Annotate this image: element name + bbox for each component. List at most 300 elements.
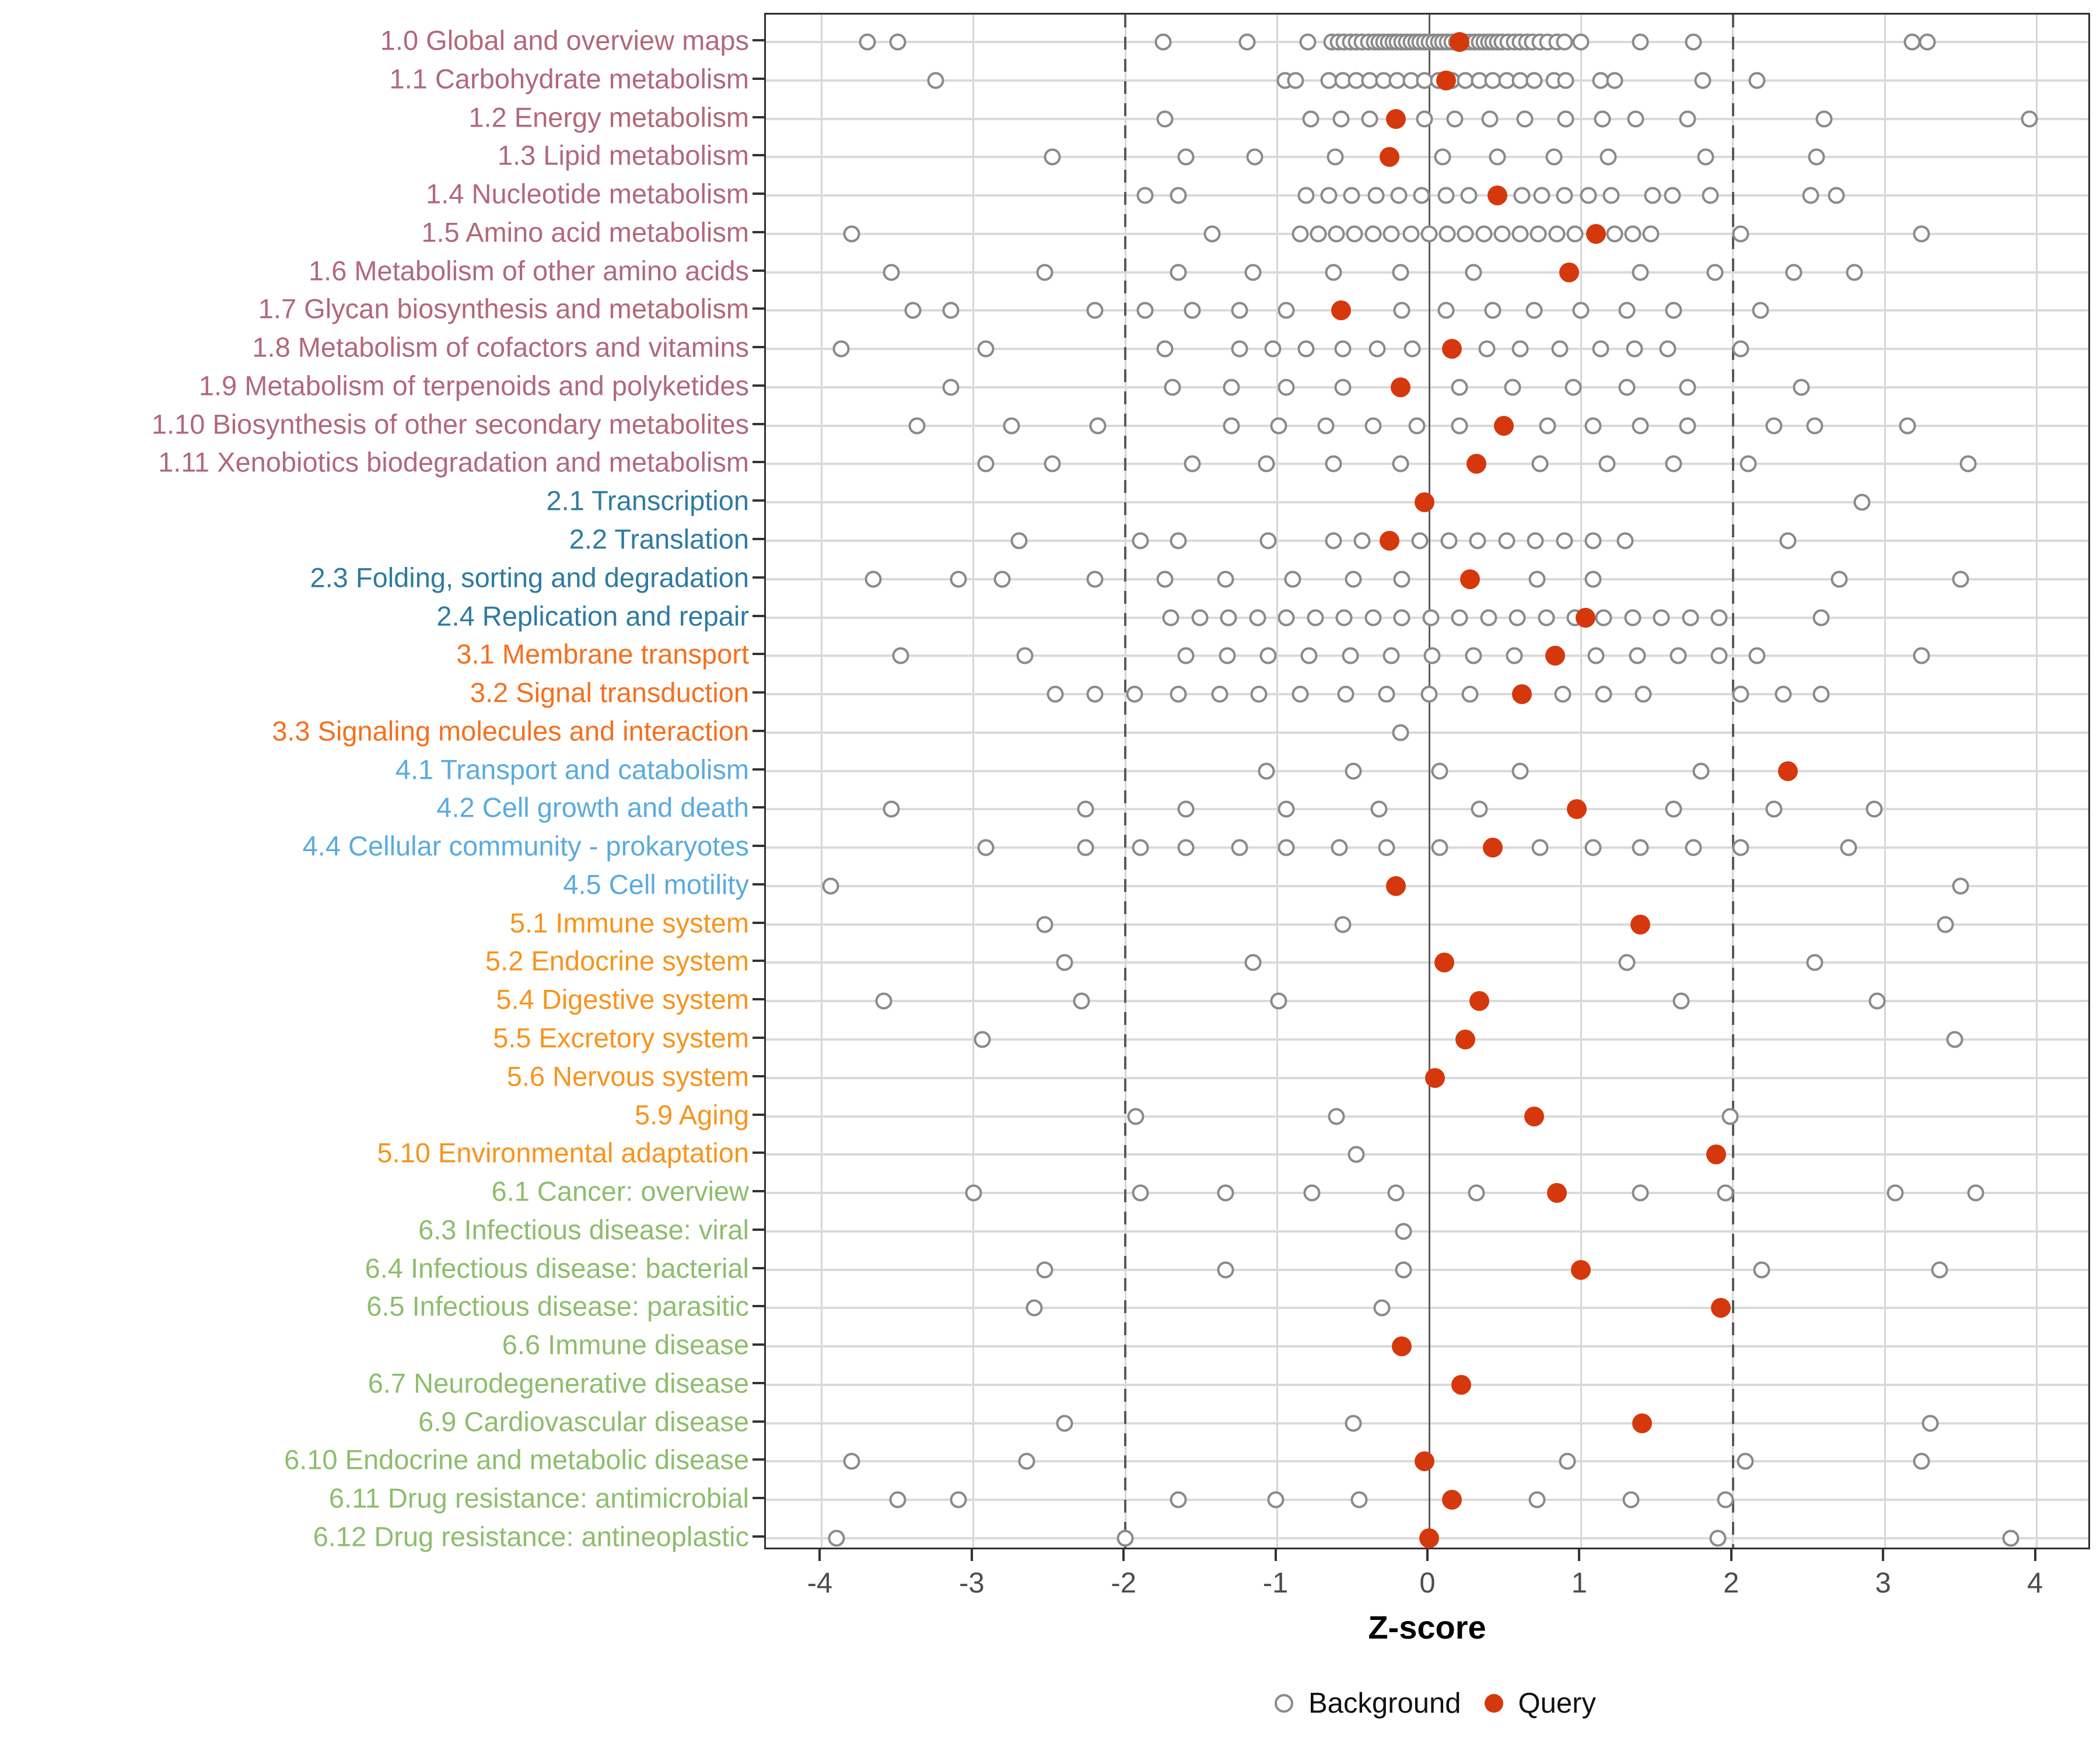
background-point	[833, 341, 850, 358]
background-point	[1328, 1108, 1345, 1125]
background-point	[1223, 379, 1240, 396]
background-point	[1482, 110, 1499, 127]
background-point	[1328, 225, 1345, 242]
y-axis-tick	[752, 998, 764, 1000]
background-point	[1217, 1185, 1234, 1202]
grid-line-x	[972, 15, 974, 1548]
query-point-icon	[1485, 1694, 1503, 1713]
y-axis-tick	[752, 653, 764, 655]
background-point	[1468, 1185, 1485, 1202]
background-point	[977, 341, 994, 358]
row-label: 2.2 Translation	[569, 523, 749, 555]
background-point	[1595, 609, 1612, 626]
x-axis-tick	[2034, 1549, 2036, 1561]
background-point	[1211, 686, 1228, 703]
background-point	[1394, 609, 1410, 626]
row-label: 6.4 Infectious disease: bacterial	[365, 1252, 749, 1284]
background-point	[1606, 225, 1623, 242]
background-point	[1512, 225, 1529, 242]
row-label: 6.12 Drug resistance: antineoplastic	[313, 1521, 749, 1552]
background-point	[1156, 570, 1173, 587]
background-point	[1737, 1453, 1754, 1470]
background-point	[1766, 801, 1783, 818]
background-point	[1632, 264, 1648, 281]
background-point	[1807, 954, 1824, 971]
background-point	[1270, 993, 1287, 1010]
query-point	[1392, 1336, 1412, 1356]
y-axis-tick	[752, 499, 764, 502]
x-tick-label: 0	[1419, 1567, 1436, 1599]
background-point	[1395, 1261, 1412, 1278]
row-label: 2.1 Transcription	[546, 485, 749, 516]
background-point	[1056, 1415, 1073, 1432]
background-point	[1126, 686, 1143, 703]
grid-line-x	[1884, 15, 1886, 1548]
y-axis-tick	[752, 1037, 764, 1039]
y-axis-tick	[752, 346, 764, 348]
y-axis-tick	[752, 845, 764, 847]
y-axis-tick	[752, 307, 764, 310]
background-point	[1437, 187, 1454, 204]
y-axis-tick	[752, 461, 764, 463]
background-point	[892, 648, 909, 664]
background-point	[1018, 1453, 1035, 1470]
background-point	[828, 1530, 845, 1547]
grid-line-y	[766, 1000, 2088, 1002]
background-point	[1644, 187, 1661, 204]
background-point	[1037, 264, 1054, 281]
background-point	[1345, 1415, 1362, 1432]
background-point	[1278, 839, 1295, 856]
background-point	[1592, 341, 1609, 358]
background-point	[950, 1492, 967, 1508]
background-point	[1191, 609, 1208, 626]
background-point	[1299, 34, 1316, 51]
background-point	[1931, 1261, 1948, 1278]
grid-line-y	[766, 156, 2088, 158]
background-point	[1249, 609, 1266, 626]
background-point	[1532, 839, 1549, 856]
grid-line-y	[766, 885, 2088, 887]
background-point	[1164, 379, 1181, 396]
background-point	[1364, 417, 1381, 434]
grid-line-y	[766, 770, 2088, 772]
background-point	[1679, 110, 1696, 127]
legend	[1275, 1687, 1596, 1720]
background-point	[1203, 225, 1220, 242]
background-point	[1493, 225, 1510, 242]
background-point	[1709, 1530, 1726, 1547]
row-label: 1.7 Glycan biosynthesis and metabolism	[258, 293, 749, 324]
background-point	[1325, 456, 1342, 473]
grid-line-y	[766, 846, 2088, 849]
grid-line-x	[2036, 15, 2038, 1548]
background-point	[1673, 993, 1690, 1010]
row-label: 6.5 Infectious disease: parasitic	[366, 1290, 749, 1322]
query-point	[1706, 1144, 1726, 1164]
y-axis-tick	[752, 730, 764, 732]
row-label: 3.1 Membrane transport	[456, 638, 749, 670]
row-label: 6.1 Cancer: overview	[491, 1175, 749, 1207]
grid-line-y	[766, 1230, 2088, 1233]
background-point	[1432, 762, 1448, 779]
query-point	[1494, 416, 1514, 436]
background-point	[1679, 417, 1696, 434]
y-axis-tick	[752, 1382, 764, 1384]
background-point	[1345, 762, 1362, 779]
background-point	[1077, 801, 1094, 818]
y-axis-tick	[752, 1497, 764, 1499]
background-point	[1632, 839, 1648, 856]
query-point	[1545, 646, 1565, 666]
y-axis-tick	[752, 1228, 764, 1231]
background-point	[1090, 417, 1107, 434]
query-point	[1425, 1068, 1445, 1088]
x-tick-label: -2	[1111, 1567, 1136, 1599]
background-point	[859, 34, 876, 51]
y-axis-tick	[752, 806, 764, 808]
row-label: 1.5 Amino acid metabolism	[421, 216, 749, 248]
row-label: 5.4 Digestive system	[496, 984, 749, 1015]
grid-line-y	[766, 1115, 2088, 1118]
background-point	[1387, 1185, 1404, 1202]
grid-line-x	[821, 15, 822, 1548]
background-point	[1774, 686, 1791, 703]
query-point	[1512, 684, 1532, 704]
background-point	[844, 1453, 860, 1470]
query-point	[1455, 1030, 1475, 1049]
background-point	[1056, 954, 1073, 971]
background-point	[1163, 609, 1180, 626]
background-point	[1600, 149, 1617, 166]
background-point	[927, 72, 944, 89]
legend-item-background	[1275, 1687, 1461, 1720]
background-point	[1679, 379, 1696, 396]
background-point	[1478, 341, 1495, 358]
x-axis-tick	[1882, 1549, 1884, 1561]
background-point	[1343, 187, 1360, 204]
background-point	[1394, 570, 1410, 587]
query-point	[1419, 1528, 1439, 1548]
legend-label-background: Background	[1308, 1688, 1461, 1719]
background-point	[1846, 264, 1863, 281]
background-point	[1451, 417, 1468, 434]
y-axis-tick	[752, 192, 764, 195]
background-point	[1037, 1261, 1054, 1278]
row-label: 4.4 Cellular community - prokaryotes	[302, 830, 749, 862]
background-point	[1913, 225, 1930, 242]
background-point	[1378, 686, 1395, 703]
query-point	[1436, 71, 1456, 90]
background-point	[1626, 341, 1643, 358]
background-point	[1732, 686, 1749, 703]
background-point	[1559, 1453, 1576, 1470]
background-point	[950, 570, 967, 587]
background-point	[1334, 341, 1351, 358]
background-point	[1457, 225, 1474, 242]
row-label: 1.8 Metabolism of cofactors and vitamins	[252, 331, 749, 363]
background-point	[1831, 570, 1848, 587]
background-point	[1812, 686, 1829, 703]
query-point	[1630, 915, 1650, 935]
background-point	[1259, 533, 1276, 550]
background-point	[1325, 264, 1342, 281]
background-point	[942, 302, 959, 319]
background-point	[1629, 648, 1646, 664]
background-point	[1351, 1492, 1368, 1508]
y-axis-tick	[752, 615, 764, 617]
query-point	[1466, 454, 1486, 474]
row-label: 2.3 Folding, sorting and degradation	[310, 562, 749, 593]
background-point	[1010, 533, 1027, 550]
background-point	[1595, 686, 1612, 703]
background-point	[1412, 533, 1429, 550]
query-point	[1559, 262, 1579, 282]
background-point	[1278, 302, 1295, 319]
background-point	[1594, 110, 1611, 127]
background-point	[1565, 379, 1582, 396]
background-point	[1504, 379, 1521, 396]
background-point	[1304, 1185, 1321, 1202]
y-axis-tick	[752, 1420, 764, 1423]
background-point	[1643, 225, 1660, 242]
background-point	[1170, 686, 1187, 703]
background-point	[1528, 1492, 1545, 1508]
background-point	[1869, 993, 1886, 1010]
background-point	[1580, 187, 1597, 204]
background-point	[1766, 417, 1783, 434]
y-axis-tick	[752, 78, 764, 80]
background-point	[1132, 839, 1149, 856]
background-point	[1460, 187, 1477, 204]
background-point	[1525, 302, 1542, 319]
background-point	[1170, 1492, 1187, 1508]
background-point	[1267, 1492, 1284, 1508]
background-point	[1732, 341, 1749, 358]
y-axis-tick	[752, 768, 764, 771]
background-point	[1793, 379, 1810, 396]
row-label: 1.2 Energy metabolism	[468, 102, 749, 133]
row-label: 1.6 Metabolism of other amino acids	[309, 255, 749, 286]
query-point	[1380, 531, 1399, 551]
query-point	[1483, 838, 1503, 858]
background-point	[1437, 302, 1454, 319]
zero-reference-line	[1429, 15, 1430, 1548]
y-axis-tick	[752, 1458, 764, 1461]
query-point	[1632, 1413, 1652, 1433]
y-axis-tick	[752, 691, 764, 694]
background-point	[1231, 839, 1248, 856]
x-axis-tick	[1426, 1549, 1429, 1561]
background-point	[1635, 686, 1652, 703]
query-point	[1450, 32, 1469, 52]
x-tick-label: 3	[1875, 1567, 1891, 1599]
background-point	[1665, 456, 1682, 473]
y-axis-tick	[752, 116, 764, 118]
x-axis-tick	[1730, 1549, 1732, 1561]
query-point	[1442, 339, 1462, 359]
grid-line-x	[1276, 15, 1278, 1548]
background-point	[1402, 225, 1419, 242]
background-point	[1424, 648, 1441, 664]
background-point	[1913, 648, 1930, 664]
background-point	[1178, 149, 1195, 166]
row-label: 3.3 Signaling molecules and interaction	[272, 715, 749, 747]
background-point	[1779, 533, 1796, 550]
background-point	[1087, 686, 1104, 703]
query-point	[1442, 1490, 1462, 1510]
query-point	[1460, 569, 1480, 589]
background-point	[1465, 648, 1482, 664]
background-point	[1711, 609, 1728, 626]
background-point	[1754, 1261, 1770, 1278]
row-label: 5.9 Aging	[634, 1099, 749, 1130]
background-point	[1392, 724, 1409, 741]
background-point	[1624, 225, 1641, 242]
background-point	[1717, 1185, 1734, 1202]
background-point	[1545, 149, 1562, 166]
row-label: 1.10 Biosynthesis of other secondary metabolites	[151, 408, 749, 440]
background-point	[1922, 1415, 1939, 1432]
background-point	[1217, 1261, 1234, 1278]
background-point	[1628, 110, 1644, 127]
background-point	[1325, 533, 1342, 550]
background-point	[1302, 110, 1319, 127]
background-point	[1287, 72, 1304, 89]
background-point	[2021, 110, 2038, 127]
grid-line-y	[766, 271, 2088, 274]
background-point	[1749, 72, 1766, 89]
background-point	[1184, 456, 1200, 473]
background-point	[1558, 110, 1574, 127]
query-point	[1331, 300, 1351, 320]
background-point	[889, 1492, 906, 1508]
background-point	[1465, 264, 1482, 281]
background-point	[1840, 839, 1857, 856]
x-tick-label: -4	[807, 1567, 833, 1599]
background-point	[1231, 302, 1248, 319]
background-point	[1573, 34, 1590, 51]
background-point	[1251, 686, 1268, 703]
background-point	[1670, 648, 1687, 664]
background-point	[1219, 648, 1236, 664]
background-point	[1556, 34, 1573, 51]
background-point	[1369, 341, 1386, 358]
background-point	[1752, 302, 1769, 319]
background-point	[942, 379, 959, 396]
background-point	[1946, 1031, 1963, 1048]
background-point	[1451, 609, 1468, 626]
background-point	[1434, 149, 1451, 166]
background-point	[1664, 187, 1681, 204]
background-point	[977, 839, 994, 856]
background-point	[1532, 456, 1549, 473]
background-point	[1259, 648, 1276, 664]
background-point	[1558, 72, 1574, 89]
background-point	[1960, 456, 1977, 473]
background-point	[1345, 570, 1362, 587]
background-point	[1413, 187, 1430, 204]
background-point	[1037, 916, 1054, 933]
y-axis-tick	[752, 1343, 764, 1346]
query-point	[1386, 876, 1406, 896]
background-point	[1539, 417, 1556, 434]
background-point	[1334, 916, 1351, 933]
background-point	[1485, 302, 1502, 319]
background-point	[1451, 379, 1468, 396]
background-point	[1392, 456, 1409, 473]
background-point	[1348, 1146, 1365, 1163]
background-point	[1155, 34, 1172, 51]
background-point	[889, 34, 906, 51]
background-point	[1073, 993, 1090, 1010]
background-point	[1585, 839, 1602, 856]
y-axis-tick	[752, 231, 764, 233]
background-point	[994, 570, 1011, 587]
background-point	[1047, 686, 1064, 703]
background-point	[1132, 1185, 1149, 1202]
query-point	[1586, 224, 1606, 244]
background-point	[1585, 570, 1602, 587]
grid-line-y	[766, 1384, 2088, 1386]
background-point	[1421, 686, 1438, 703]
x-axis-tick	[971, 1549, 973, 1561]
background-point	[1132, 533, 1149, 550]
background-point	[1178, 839, 1195, 856]
x-axis-tick	[818, 1549, 821, 1561]
background-point	[1422, 609, 1439, 626]
row-label: 1.4 Nucleotide metabolism	[426, 178, 749, 209]
row-label: 6.3 Infectious disease: viral	[418, 1214, 749, 1245]
background-point	[1749, 648, 1766, 664]
background-point	[1732, 225, 1749, 242]
background-point	[1598, 456, 1615, 473]
background-point	[1156, 341, 1173, 358]
query-point	[1488, 186, 1507, 205]
x-axis-title: Z-score	[1368, 1609, 1486, 1646]
query-point	[1567, 799, 1587, 819]
background-point	[864, 570, 881, 587]
row-label: 3.2 Signal transduction	[470, 677, 749, 708]
background-point	[1321, 187, 1338, 204]
background-point	[1238, 34, 1255, 51]
background-point	[1307, 609, 1324, 626]
y-axis-tick	[752, 1305, 764, 1307]
query-point	[1451, 1375, 1471, 1395]
background-point	[1717, 1492, 1734, 1508]
background-point	[1421, 225, 1438, 242]
background-point	[1178, 648, 1195, 664]
y-axis-tick	[752, 883, 764, 886]
grid-line-x	[1580, 15, 1582, 1548]
row-label: 1.9 Metabolism of terpenoids and polyketides	[198, 370, 749, 401]
background-point	[1170, 533, 1187, 550]
background-point	[1711, 648, 1728, 664]
grid-line-y	[766, 463, 2088, 465]
plot-panel	[764, 13, 2090, 1549]
background-point	[1284, 570, 1301, 587]
y-axis-tick	[752, 1267, 764, 1269]
background-point	[1807, 417, 1824, 434]
background-point	[1556, 187, 1573, 204]
grid-line-y	[766, 808, 2088, 810]
background-point	[844, 225, 860, 242]
background-point	[822, 877, 839, 894]
background-point	[1278, 609, 1295, 626]
background-point	[1220, 609, 1237, 626]
background-point	[1231, 341, 1248, 358]
background-point	[1292, 686, 1308, 703]
